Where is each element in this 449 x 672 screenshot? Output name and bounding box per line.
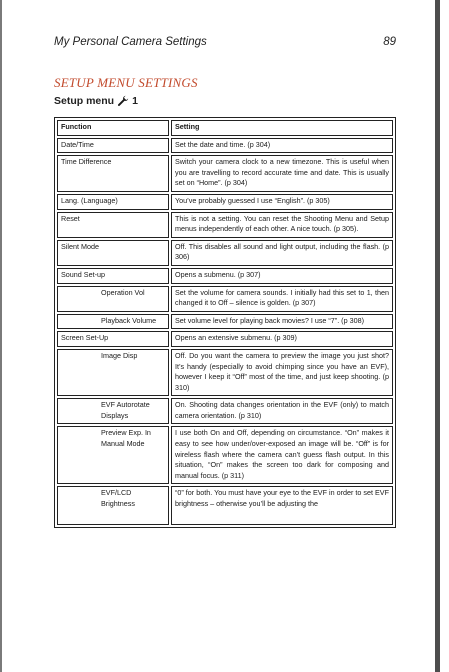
settings-table bbox=[54, 117, 396, 528]
setting-cell: Switch your camera clock to a new timezone. This is useful when you are travelling to record accurate time and date. This is usually set on “Home”. (p 304) bbox=[171, 155, 393, 192]
column-header-setting: Setting bbox=[171, 120, 393, 136]
function-cell: Reset bbox=[57, 212, 169, 238]
function-cell: Operation Vol bbox=[57, 286, 169, 312]
setting-cell: Opens a submenu. (p 307) bbox=[171, 268, 393, 284]
function-cell: Silent Mode bbox=[57, 240, 169, 266]
menu-number: 1 bbox=[132, 95, 138, 107]
setting-cell: You’ve probably guessed I use “English”. (p 305) bbox=[171, 194, 393, 210]
settings-table-body bbox=[57, 120, 393, 525]
function-cell: EVF/LCD Brightness bbox=[57, 486, 169, 525]
setting-cell: Off. Do you want the camera to preview the image you just shot? It’s handy (especially to avoid chimping since you have an EVF), however I keep it “Off” most of the time, and just keep shooting. (p 310) bbox=[171, 349, 393, 396]
function-cell: Image Disp bbox=[57, 349, 169, 396]
setting-cell: This is not a setting. You can reset the Shooting Menu and Setup menus independently of each other. A nice touch. (p 305). bbox=[171, 212, 393, 238]
table-row bbox=[57, 240, 393, 266]
table-row bbox=[57, 286, 393, 312]
table-row bbox=[57, 155, 393, 192]
setting-cell: Opens an extensive submenu. (p 309) bbox=[171, 331, 393, 347]
setting-cell: “0” for both. You must have your eye to the EVF in order to set EVF brightness – otherwise you’ll be adjusting the bbox=[171, 486, 393, 525]
table-row bbox=[57, 349, 393, 396]
function-cell: Playback Volume bbox=[57, 314, 169, 330]
running-header bbox=[54, 36, 396, 48]
setting-cell: Set the date and time. (p 304) bbox=[171, 138, 393, 154]
setting-cell: I use both On and Off, depending on circumstance. “On” makes it easy to see how under/over-exposed an image will be. “Off” is for wireless flash where the camera can’t guess flash output. In this situation, “On” makes the screen too dark for composing and manual focus. (p 311) bbox=[171, 426, 393, 484]
setting-cell: On. Shooting data changes orientation in the EVF (only) to match camera orientation. (p 310) bbox=[171, 398, 393, 424]
book-title: My Personal Camera Settings bbox=[54, 36, 207, 48]
function-cell: EVF Autorotate Displays bbox=[57, 398, 169, 424]
wrench-icon bbox=[117, 95, 129, 107]
table-row bbox=[57, 138, 393, 154]
table-row bbox=[57, 212, 393, 238]
table-header-row bbox=[57, 120, 393, 136]
column-header-function: Function bbox=[57, 120, 169, 136]
function-cell: Screen Set-Up bbox=[57, 331, 169, 347]
menu-label: Setup menu bbox=[54, 95, 115, 107]
function-cell: Lang. (Language) bbox=[57, 194, 169, 210]
table-row bbox=[57, 486, 393, 525]
function-cell: Preview Exp. In Manual Mode bbox=[57, 426, 169, 484]
menu-heading bbox=[54, 95, 138, 107]
setting-cell: Off. This disables all sound and light output, including the flash. (p 306) bbox=[171, 240, 393, 266]
table-row bbox=[57, 314, 393, 330]
section-title: SETUP MENU SETTINGS bbox=[54, 75, 198, 90]
setting-cell: Set volume level for playing back movies? I use “7”. (p 308) bbox=[171, 314, 393, 330]
function-cell: Sound Set-up bbox=[57, 268, 169, 284]
table-row bbox=[57, 194, 393, 210]
page-number: 89 bbox=[383, 36, 396, 48]
table-row bbox=[57, 426, 393, 484]
table-row bbox=[57, 268, 393, 284]
function-cell: Time Difference bbox=[57, 155, 169, 192]
setting-cell: Set the volume for camera sounds. I initially had this set to 1, then changed it to Off – silence is golden. (p 307) bbox=[171, 286, 393, 312]
table-row bbox=[57, 331, 393, 347]
table-row bbox=[57, 398, 393, 424]
function-cell: Date/Time bbox=[57, 138, 169, 154]
